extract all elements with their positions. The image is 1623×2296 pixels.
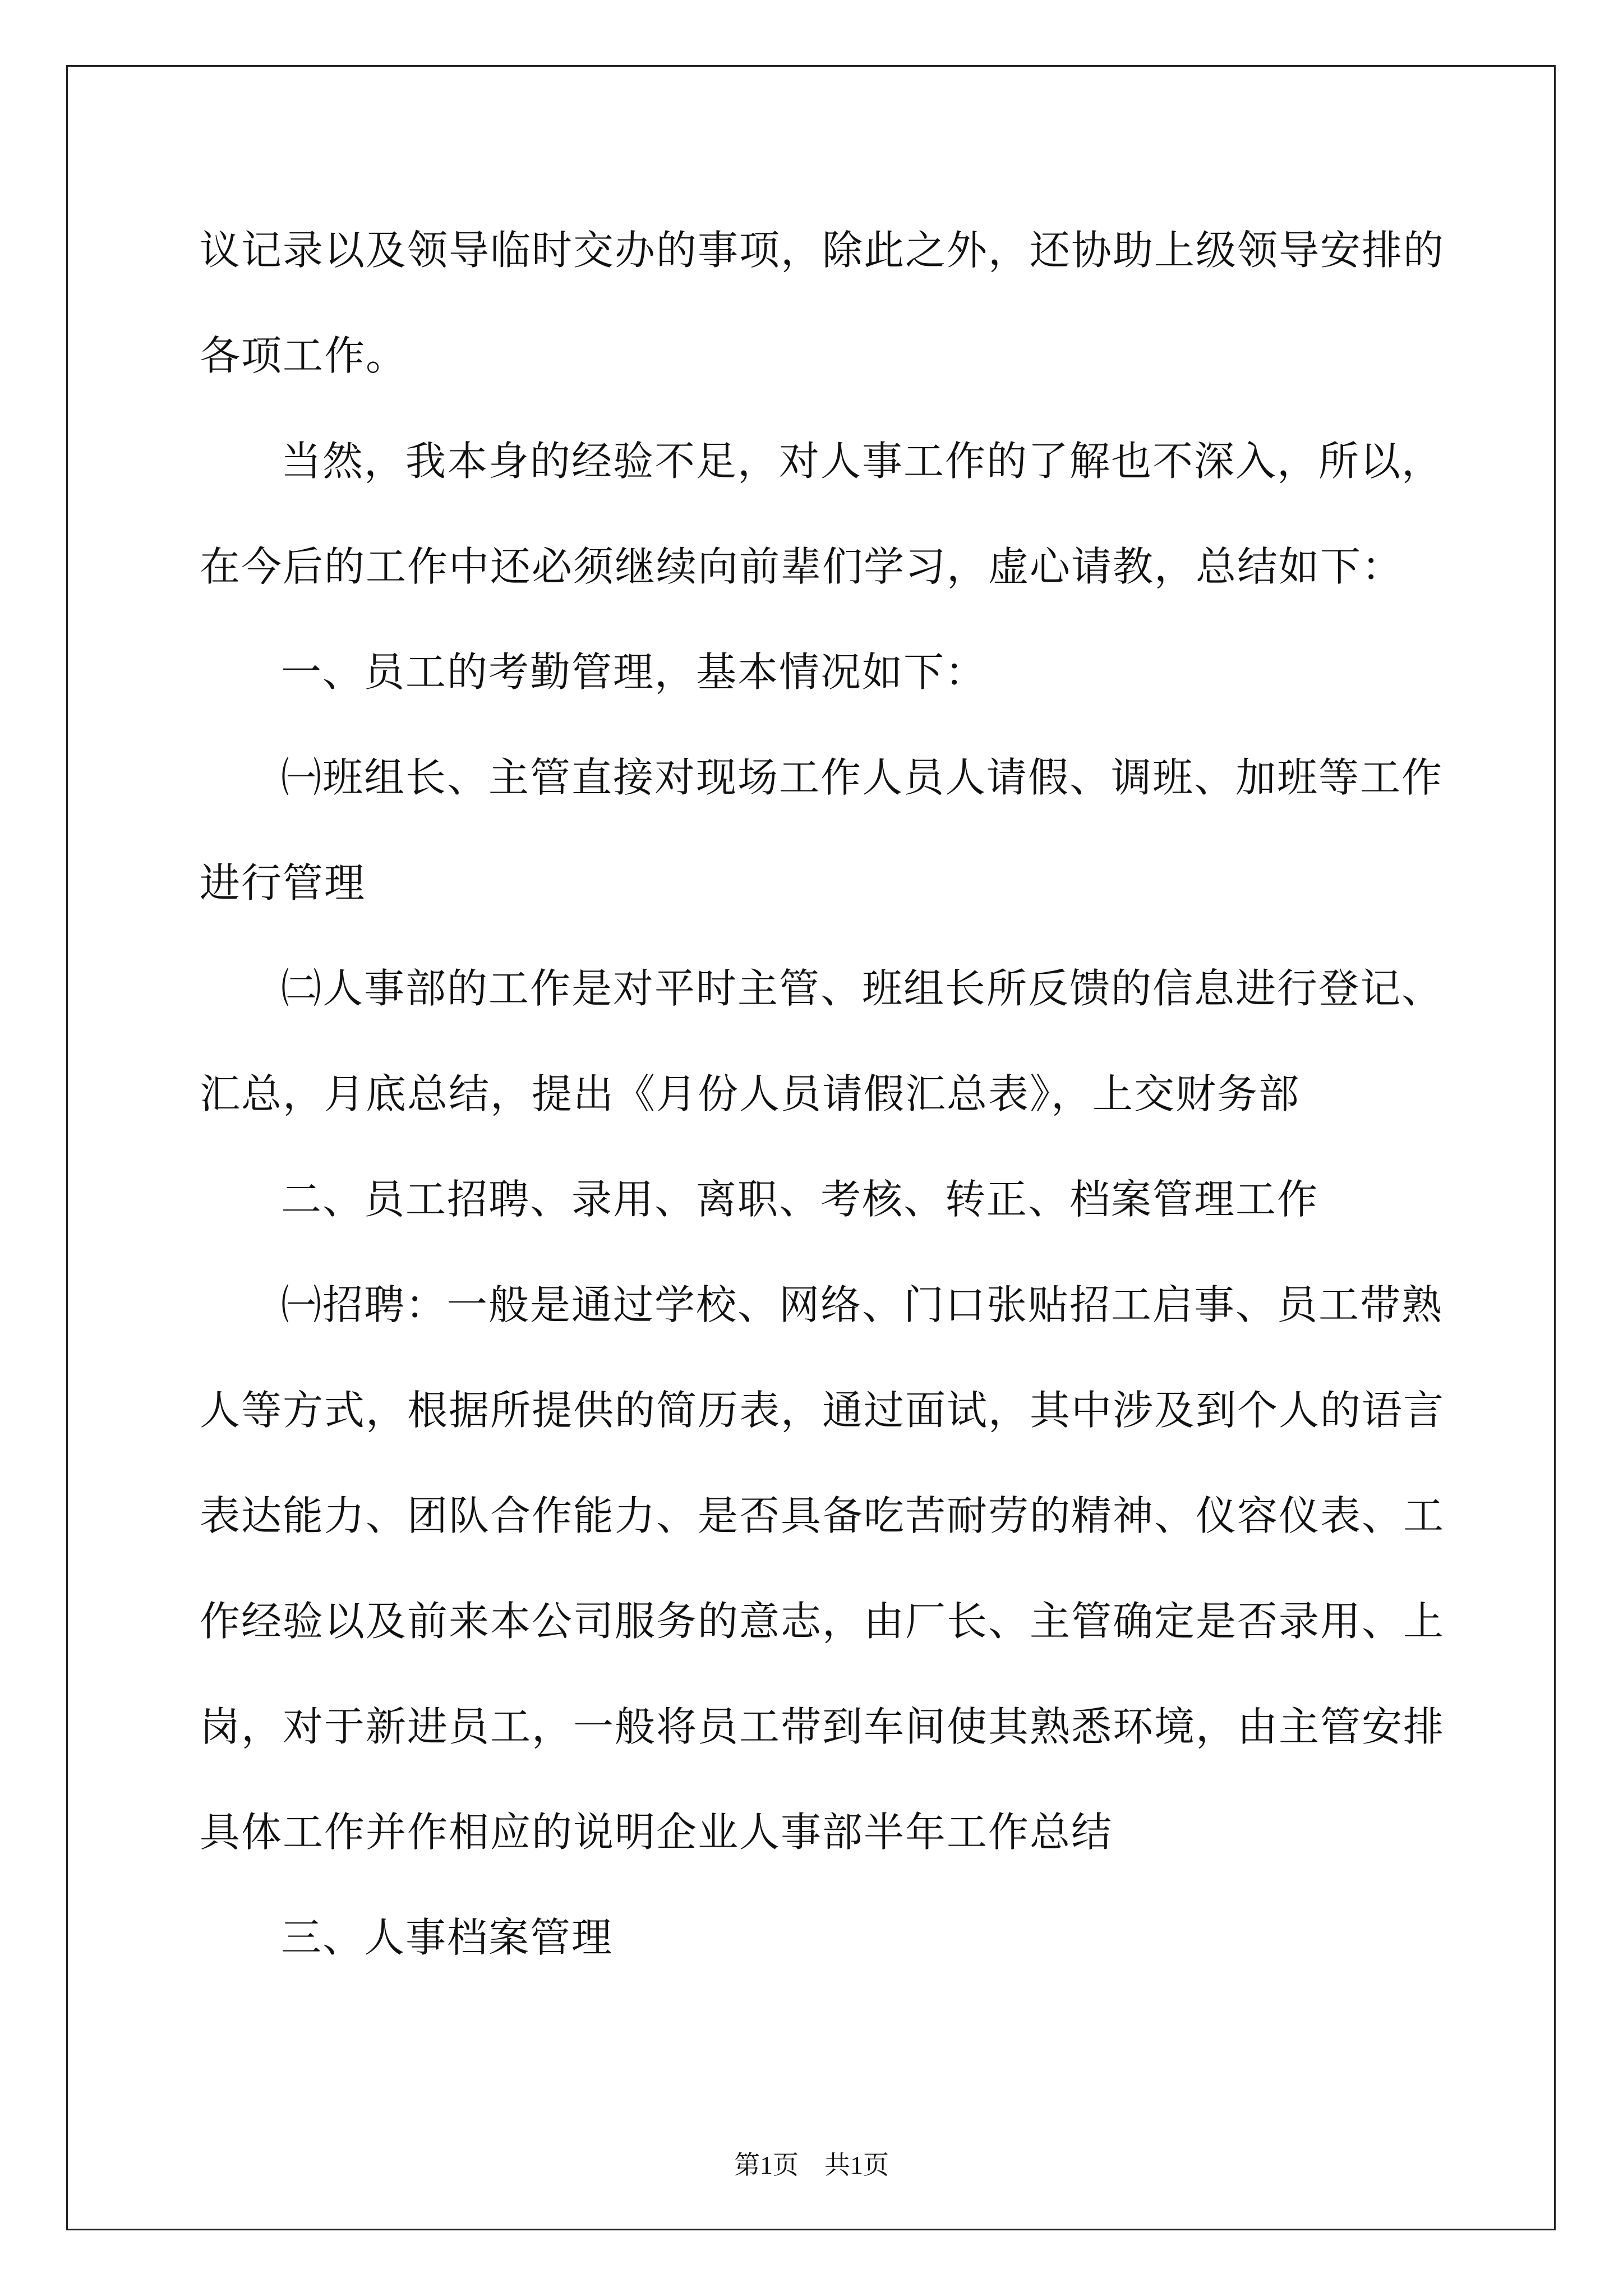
text-line: 岗，对于新进员工，一般将员工带到车间使其熟悉环境，由主管安排 bbox=[200, 1703, 1445, 1750]
text-line: ㈡人事部的工作是对平时主管、班组长所反馈的信息进行登记、 bbox=[281, 965, 1444, 1012]
text-line: 当然，我本身的经验不足，对人事工作的了解也不深入，所以， bbox=[281, 438, 1444, 485]
text-line: 人等方式，根据所提供的简历表，通过面试，其中涉及到个人的语言 bbox=[200, 1387, 1445, 1434]
text-line: 各项工作。 bbox=[200, 332, 408, 379]
text-line: 作经验以及前来本公司服务的意志，由厂长、主管确定是否录用、上 bbox=[200, 1598, 1445, 1645]
text-line: ㈠招聘：一般是通过学校、网络、门口张贴招工启事、员工带熟 bbox=[281, 1281, 1444, 1328]
text-line: 议记录以及领导临时交办的事项，除此之外，还协助上级领导安排的 bbox=[200, 227, 1445, 274]
text-line: 进行管理 bbox=[200, 859, 366, 907]
text-line: ㈠班组长、主管直接对现场工作人员人请假、调班、加班等工作 bbox=[281, 754, 1444, 801]
text-line: 汇总，月底总结，提出《月份人员请假汇总表》，上交财务部 bbox=[200, 1070, 1301, 1117]
page-footer: 第1页 共1页 bbox=[734, 2151, 889, 2179]
text-line: 一、员工的考勤管理，基本情况如下： bbox=[281, 648, 987, 696]
text-line: 二、员工招聘、录用、离职、考核、转正、档案管理工作 bbox=[281, 1176, 1319, 1223]
text-line: 具体工作并作相应的说明企业人事部半年工作总结 bbox=[200, 1809, 1113, 1856]
text-line: 三、人事档案管理 bbox=[281, 1914, 614, 1961]
document-body bbox=[200, 209, 1456, 2001]
text-line: 在今后的工作中还必须继续向前辈们学习，虚心请教，总结如下： bbox=[200, 543, 1404, 590]
text-line: 表达能力、团队合作能力、是否具备吃苦耐劳的精神、仪容仪表、工 bbox=[200, 1492, 1445, 1539]
